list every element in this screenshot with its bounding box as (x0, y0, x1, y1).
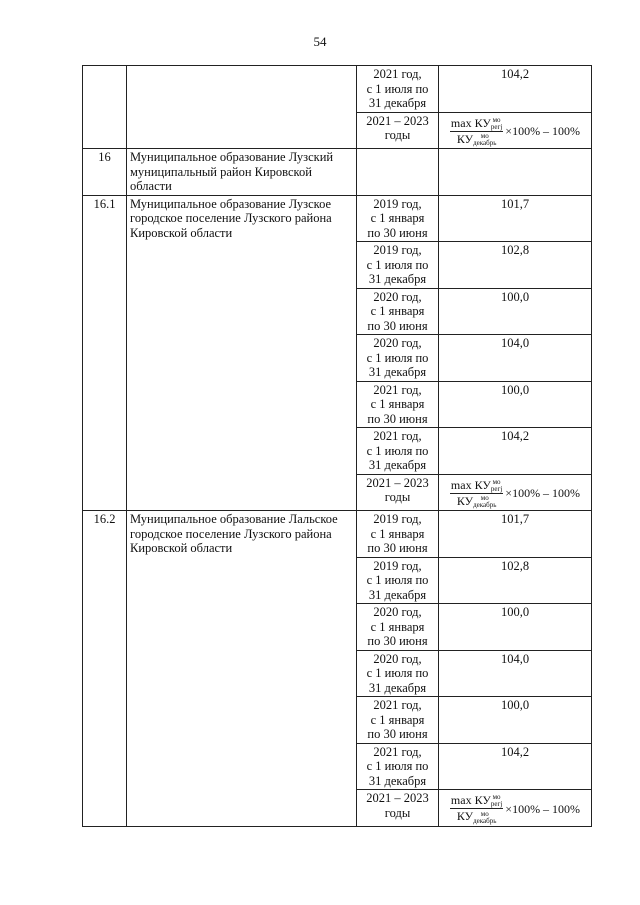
period-cell: 2019 год, с 1 июля по 31 декабря (357, 242, 439, 289)
value-cell: 104,2 (439, 428, 592, 475)
period-cell: 2020 год, с 1 января по 30 июня (357, 288, 439, 335)
municipality-name-cell: Муниципальное образование Лузское городское поселение Лузского района Кировской области (127, 195, 357, 511)
table-row (83, 66, 592, 113)
period-cell: 2020 год, с 1 июля по 31 декабря (357, 335, 439, 382)
formula: max КУ мо регj КУ мо декабрь ×100% – 100% (450, 115, 581, 147)
value-cell: 104,2 (439, 743, 592, 790)
table-row (83, 195, 592, 242)
formula: max КУ мо регj КУ мо декабрь ×100% – 100% (450, 477, 581, 509)
value-cell: 100,0 (439, 604, 592, 651)
value-cell: 104,0 (439, 335, 592, 382)
period-cell: 2021 год, с 1 июля по 31 декабря (357, 66, 439, 113)
value-cell: 101,7 (439, 195, 592, 242)
row-number-cell: 16 (83, 149, 127, 196)
formula-cell (439, 112, 592, 149)
municipality-name-cell: Муниципальное образование Лальское городское поселение Лузского района Кировской области (127, 511, 357, 827)
municipality-name-cell (127, 66, 357, 149)
value-cell (439, 149, 592, 196)
page-number: 54 (313, 34, 327, 49)
period-cell: 2021 – 2023 годы (357, 790, 439, 827)
formula-cell (439, 474, 592, 511)
formula: max КУ мо регj КУ мо декабрь ×100% – 100% (450, 793, 581, 825)
tariff-table-body (83, 66, 592, 827)
value-cell: 100,0 (439, 381, 592, 428)
value-cell: 100,0 (439, 288, 592, 335)
period-cell: 2021 год, с 1 июля по 31 декабря (357, 743, 439, 790)
table-row (83, 511, 592, 558)
period-cell: 2021 – 2023 годы (357, 474, 439, 511)
period-cell: 2020 год, с 1 июля по 31 декабря (357, 650, 439, 697)
municipality-name-cell: Муниципальное образование Лузский муниципальный район Кировской области (127, 149, 357, 196)
value-cell: 104,2 (439, 66, 592, 113)
period-cell: 2019 год, с 1 января по 30 июня (357, 511, 439, 558)
row-number-cell: 16.2 (83, 511, 127, 827)
value-cell: 104,0 (439, 650, 592, 697)
row-number-cell (83, 66, 127, 149)
period-cell: 2021 год, с 1 января по 30 июня (357, 381, 439, 428)
formula-cell (439, 790, 592, 827)
table-row (83, 149, 592, 196)
period-cell: 2019 год, с 1 января по 30 июня (357, 195, 439, 242)
row-number-cell: 16.1 (83, 195, 127, 511)
period-cell: 2020 год, с 1 января по 30 июня (357, 604, 439, 651)
period-cell: 2021 год, с 1 января по 30 июня (357, 697, 439, 744)
value-cell: 101,7 (439, 511, 592, 558)
period-cell (357, 149, 439, 196)
period-cell: 2021 – 2023 годы (357, 112, 439, 149)
period-cell: 2019 год, с 1 июля по 31 декабря (357, 557, 439, 604)
value-cell: 102,8 (439, 557, 592, 604)
period-cell: 2021 год, с 1 июля по 31 декабря (357, 428, 439, 475)
tariff-table (82, 65, 592, 827)
value-cell: 100,0 (439, 697, 592, 744)
value-cell: 102,8 (439, 242, 592, 289)
